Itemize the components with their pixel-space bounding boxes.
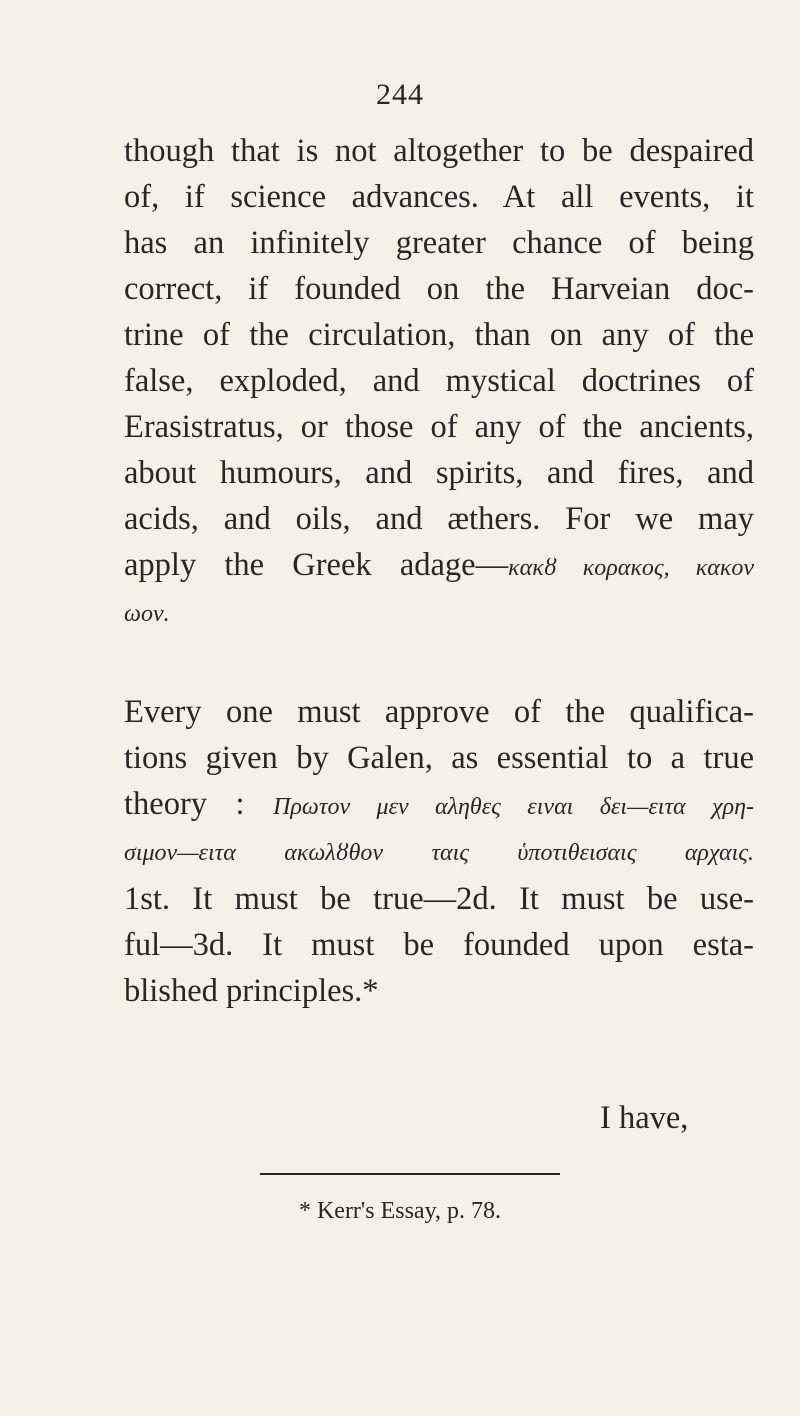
text-line: Every one must approve of the qualifica- <box>124 694 754 730</box>
page-number: 244 <box>376 78 424 111</box>
paragraph-1 <box>124 128 754 637</box>
greek-adage: κακȣ κορακος, κακον <box>508 555 755 581</box>
text-line: though that is not altogether to be despaired <box>124 133 754 169</box>
text-line: tions given by Galen, as essential to a true <box>124 740 754 776</box>
text-line: ful—3d. It must be founded upon esta- <box>124 927 754 963</box>
text-line <box>124 542 754 591</box>
footnote: * Kerr's Essay, p. 78. <box>298 1198 502 1224</box>
catchword: I have, <box>600 1100 689 1136</box>
greek-quote-continued: σιμον—ειτα ακωλȣθον ταις ὑποτιθεισαις αρχαις. <box>124 840 754 866</box>
text-line: trine of the circulation, than on any of the <box>124 317 754 353</box>
text-line <box>124 781 754 830</box>
greek-quote: Πρωτον μεν αληθες ειναι δει—ειτα χρη- <box>273 794 755 820</box>
text-line: blished principles.* <box>124 973 379 1009</box>
paragraph-2 <box>124 689 754 1014</box>
greek-adage-end: ωον. <box>124 601 170 627</box>
text-line: Erasistratus, or those of any of the ancients, <box>124 409 754 445</box>
paragraph-gap <box>124 637 754 689</box>
text-line: correct, if founded on the Harveian doc- <box>124 271 754 307</box>
text-line: has an infinitely greater chance of being <box>124 225 754 261</box>
theory-label: theory : <box>124 786 274 822</box>
text-line: about humours, and spirits, and fires, and <box>124 455 754 491</box>
footnote-divider <box>260 1173 560 1175</box>
text-line: false, exploded, and mystical doctrines of <box>124 363 754 399</box>
text-line: 1st. It must be true—2d. It must be use- <box>124 881 754 917</box>
adage-intro: apply the Greek adage— <box>124 547 509 583</box>
text-line: acids, and oils, and æthers. For we may <box>124 501 754 537</box>
body-text <box>124 128 754 1014</box>
text-line: of, if science advances. At all events, it <box>124 179 754 215</box>
